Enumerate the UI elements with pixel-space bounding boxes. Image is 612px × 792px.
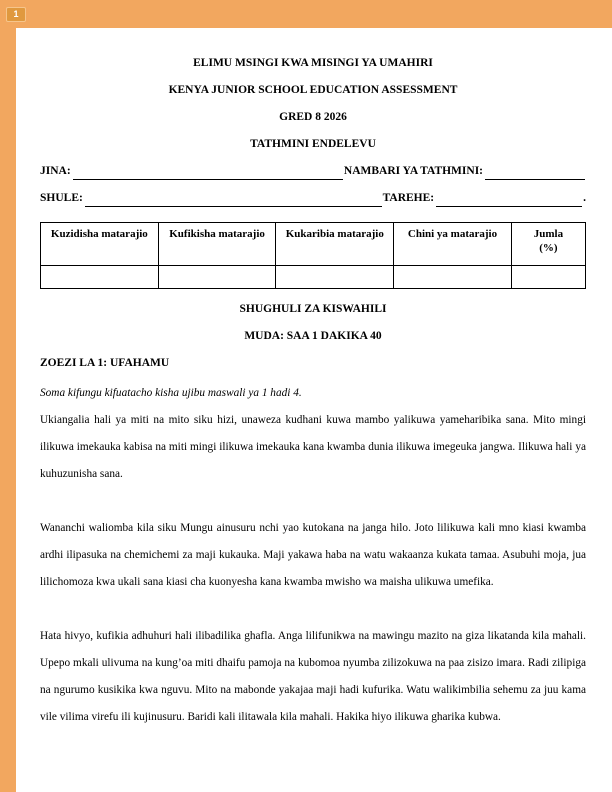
rubric-cell-4 (394, 266, 512, 289)
nambari-underline (485, 179, 585, 180)
assessment-rubric-table (40, 222, 586, 289)
page-number-badge[interactable]: 1 (6, 7, 26, 22)
rubric-cell-2 (158, 266, 276, 289)
jumla-label-line1: Jumla (533, 228, 564, 240)
passage-paragraph-1: Ukiangalia hali ya miti na mito siku hizi, unaweza kudhani kuwa mambo yalikuwa yameharibika sana. Mito mingi ilikuwa imekauka kabisa na miti mingi ilikuwa imekauka kana kwamba dunia ilikuwa imegeuka jangwa. Ilikuwa hali ya kuhuzunisha sana. (40, 414, 586, 480)
table-header-chini: Chini ya matarajio (394, 223, 512, 266)
jina-label: JINA: (40, 165, 71, 177)
shule-label: SHULE: (40, 192, 83, 204)
rubric-cell-1 (41, 266, 159, 289)
title-line-3: GRED 8 2026 (279, 111, 347, 123)
jumla-label-line2: (%) (539, 242, 558, 254)
table-header-kukaribia: Kukaribia matarajio (276, 223, 394, 266)
name-field-row (40, 158, 586, 185)
passage-paragraph-2: Wananchi waliomba kila siku Mungu ainusuru nchi yao kutokana na janga hilo. Joto lilikuwa kali mno kiasi kwamba ardhi ilipasuka na chemichemi za maji kukauka. Maji yakawa haba na watu wakaanza kukata tamaa. Asubuhi moja, jua lilichomoza kwa ukali sana kiasi cha kuonyesha kana kwamba mwisho wa maisha ulikuwa umefika. (40, 522, 586, 588)
table-header-kuzidisha: Kuzidisha matarajio (41, 223, 159, 266)
title-line-2: KENYA JUNIOR SCHOOL EDUCATION ASSESSMENT (168, 84, 458, 96)
nambari-label: NAMBARI YA TATHMINI: (343, 165, 483, 177)
shule-underline (85, 206, 382, 207)
rubric-cell-5 (511, 266, 585, 289)
jina-underline (73, 179, 343, 180)
tarehe-suffix: . (583, 192, 586, 204)
school-field-row (40, 185, 586, 212)
exercise-title: ZOEZI LA 1: UFAHAMU (40, 357, 170, 369)
passage-paragraph-3: Hata hivyo, kufikia adhuhuri hali ilibadilika ghafla. Anga lilifunikwa na mawingu mazito na giza likatanda kila mahali. Upepo mkali ulivuma na kung’oa miti dhaifu pamoja na kubomoa nyumba zilizokuwa na paa zisizo imara. Radi zilipiga na ngurumo kusikika kwa nguvu. Mito na mabonde yakajaa maji hadi kufurika. Watu walikimbilia sehemu za juu kama vile vilima virefu ili kujinusuru. Baridi kali ilitawala kila mahali. Hakika hiyo ilikuwa gharika kubwa. (40, 630, 586, 723)
duration-line: MUDA: SAA 1 DAKIKA 40 (244, 330, 382, 342)
title-line-1: ELIMU MSINGI KWA MISINGI YA UMAHIRI (193, 57, 433, 69)
rubric-empty-row (41, 266, 586, 289)
tarehe-underline (436, 206, 582, 207)
instruction-line: Soma kifungu kifuatacho kisha ujibu maswali ya 1 hadi 4. (40, 387, 302, 399)
viewer-left-bar (0, 0, 16, 792)
rubric-cell-3 (276, 266, 394, 289)
table-header-jumla (511, 223, 585, 266)
document-page (16, 28, 612, 792)
activity-title: SHUGHULI ZA KISWAHILI (239, 303, 387, 315)
table-header-kufikisha: Kufikisha matarajio (158, 223, 276, 266)
viewer-top-bar (0, 0, 612, 28)
title-line-4: TATHMINI ENDELEVU (250, 138, 376, 150)
rubric-header-row (41, 223, 586, 266)
tarehe-label: TAREHE: (382, 192, 435, 204)
